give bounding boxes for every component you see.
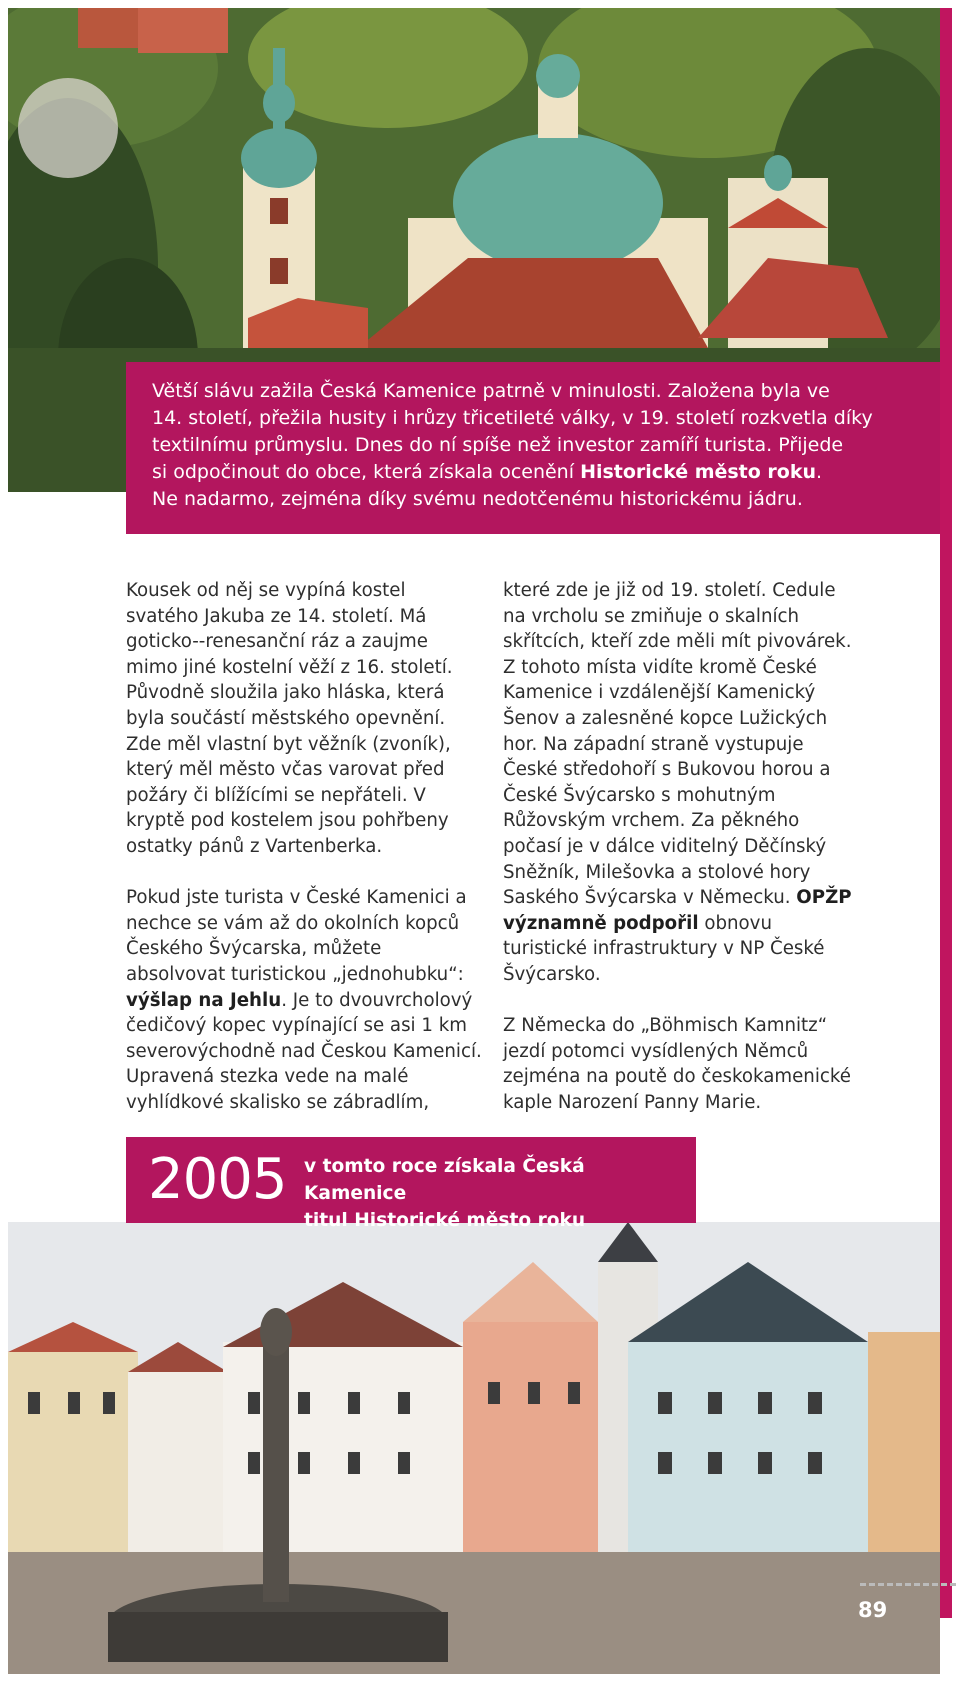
paragraph — [126, 885, 482, 1115]
caption-line: v tomto roce získala Česká Kamenice — [304, 1156, 585, 1204]
caption-line: titul Historické město roku — [304, 1210, 586, 1231]
accent-stripe — [940, 8, 952, 1618]
town-square-illustration — [8, 1222, 940, 1674]
intro-line: Větší slávu zažila Česká Kamenice patrně v minulosti. Založena byla ve — [152, 380, 830, 402]
bottom-photo-square — [8, 1222, 940, 1674]
paragraph: Z Německa do „Böhmisch Kamnitz“ jezdí potomci vysídlených Němců zejména na poutě do českokamenické kaple Narození Panny Marie. — [503, 1015, 851, 1113]
year-callout — [126, 1137, 696, 1231]
page-number-divider — [860, 1583, 956, 1586]
left-column — [126, 578, 482, 1141]
page-number: 89 — [858, 1598, 888, 1622]
intro-line — [152, 459, 918, 486]
year-number: 2005 — [148, 1147, 287, 1212]
intro-line: Ne nadarmo, zejména díky svému nedotčenému historickému jádru. — [152, 488, 803, 510]
intro-callout — [126, 362, 940, 534]
paragraph — [503, 578, 859, 988]
paragraph: Kousek od něj se vypíná kostel svatého Jakuba ze 14. století. Má goticko--renesanční ráz a zaujme mimo jiné kostelní věží z 16. století. Původně sloužila jako hláska, která byla součástí městského opevnění. Zde měl vlastní byt věžník (zvoník), který měl město včas varovat před požáry či blížícími se nepřáteli. V kryptě pod kostelem jsou pohřbeny ostatky pánů z Vartenberka. — [126, 580, 453, 857]
paragraph-text: . Je to dvouvrcholový čedičový kopec vypínající se asi 1 km severovýchodně nad Českou Kamenicí. Upravená stezka vede na malé vyhlídkové skalisko se zábradlím, — [126, 989, 482, 1113]
highlighted-phrase: OPŽP významně podpořil — [503, 887, 852, 934]
paragraph-text: které zde je již od 19. století. Cedule na vrcholu se zmiňuje o skalních skřítcích, kteří zde měli mít pivovárek. Z tohoto místa vidíte kromě České Kamenice i vzdálenější Kamenický Šenov a zalesněné kopce Lužických hor. Na západní straně vystupuje České středohoří s Bukovou horou a České Švýcarsko s mohutným Růžovským vrchem. Za pěkného počasí je v dálce viditelný Děčínský Sněžník, Milešovka a stolové hory Saského Švýcarska v Německu. — [503, 580, 852, 909]
intro-text: . — [816, 461, 823, 483]
right-column — [503, 578, 859, 1141]
year-caption — [304, 1153, 684, 1234]
paragraph-text: Pokud jste turista v České Kamenici a nechce se vám až do okolních kopců Českého Švýcarska, můžete absolvovat turistickou „jednohubku“: — [126, 887, 467, 985]
paragraph-text: obnovu turistické infrastruktury v NP České Švýcarsko. — [503, 912, 825, 985]
award-name: Historické město roku — [580, 461, 817, 483]
intro-text: si odpočinout do obce, která získala ocenění — [152, 461, 581, 483]
intro-line: 14. století, přežila husity i hrůzy třicetileté války, v 19. století rozkvetla díky — [152, 407, 873, 429]
intro-line: textilnímu průmyslu. Dnes do ní spíše než investor zamíří turista. Přijede — [152, 434, 844, 456]
highlighted-phrase: výšlap na Jehlu — [126, 989, 282, 1011]
